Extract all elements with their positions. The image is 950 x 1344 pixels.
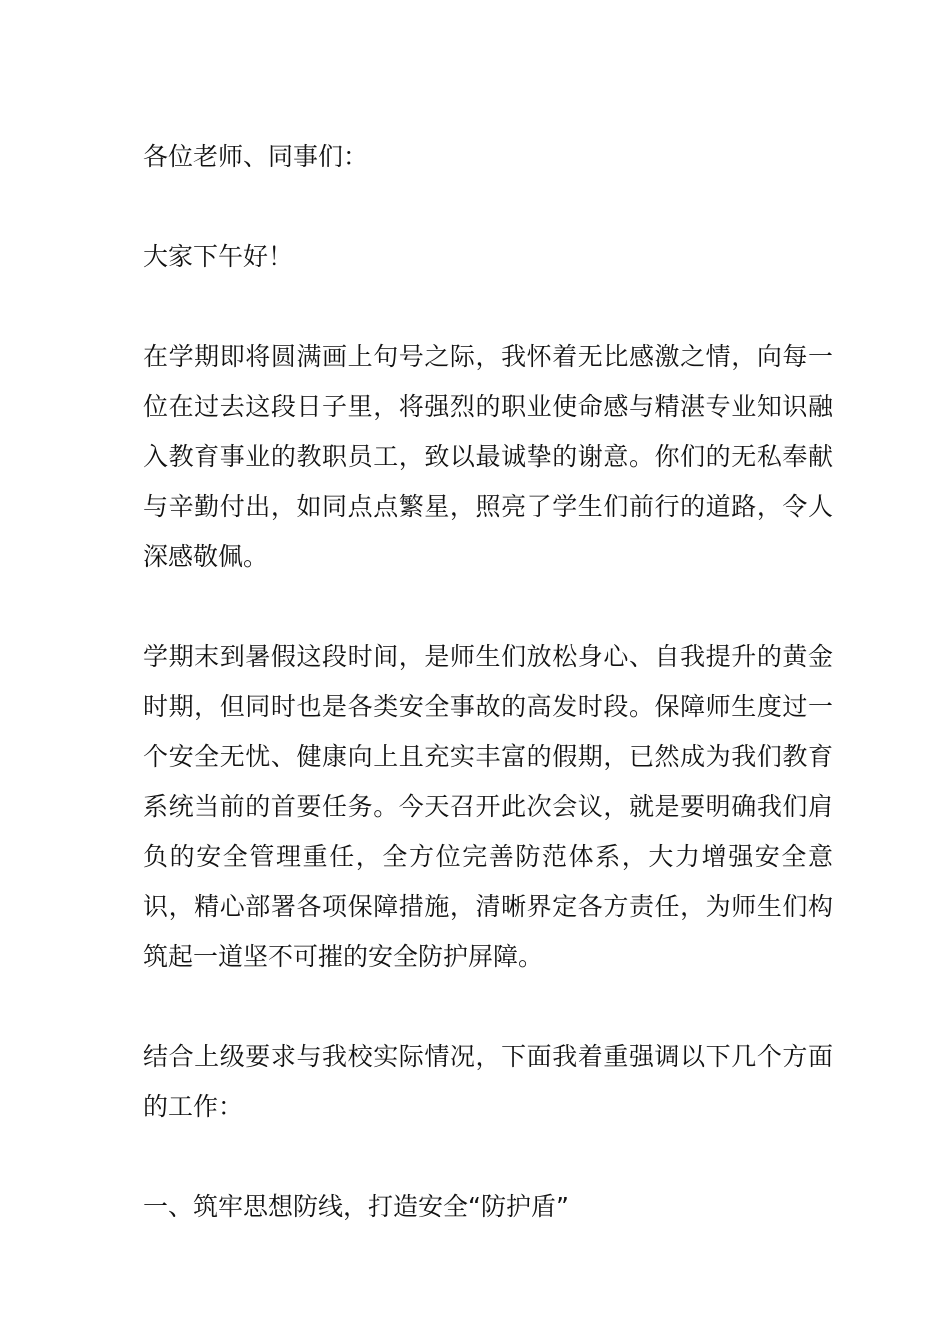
- paragraph-work-intro: 结合上级要求与我校实际情况，下面我着重强调以下几个方面的工作：: [143, 1042, 833, 1121]
- paragraph-gratitude: 在学期即将圆满画上句号之际，我怀着无比感激之情，向每一位在过去这段日子里，将强烈的职业使命感与精湛专业知识融入教育事业的教职员工，致以最诚挚的谢意。你们的无私奉献与辛勤付出，如同点点繁星，照亮了学生们前行的道路，令人深感敬佩。: [143, 342, 833, 571]
- speech-text-body: [143, 132, 833, 1232]
- paragraph-summer-safety: 学期末到暑假这段时间，是师生们放松身心、自我提升的黄金时期，但同时也是各类安全事故的高发时段。保障师生度过一个安全无忧、健康向上且充实丰富的假期，已然成为我们教育系统当前的首要任务。今天召开此次会议，就是要明确我们肩负的安全管理重任，全方位完善防范体系，大力增强安全意识，精心部署各项保障措施，清晰界定各方责任，为师生们构筑起一道坚不可摧的安全防护屏障。: [143, 642, 833, 971]
- greeting: 大家下午好！: [143, 242, 294, 271]
- salutation: 各位老师、同事们：: [143, 142, 369, 171]
- section-heading: 一、筑牢思想防线，打造安全“防护盾”: [143, 1192, 569, 1221]
